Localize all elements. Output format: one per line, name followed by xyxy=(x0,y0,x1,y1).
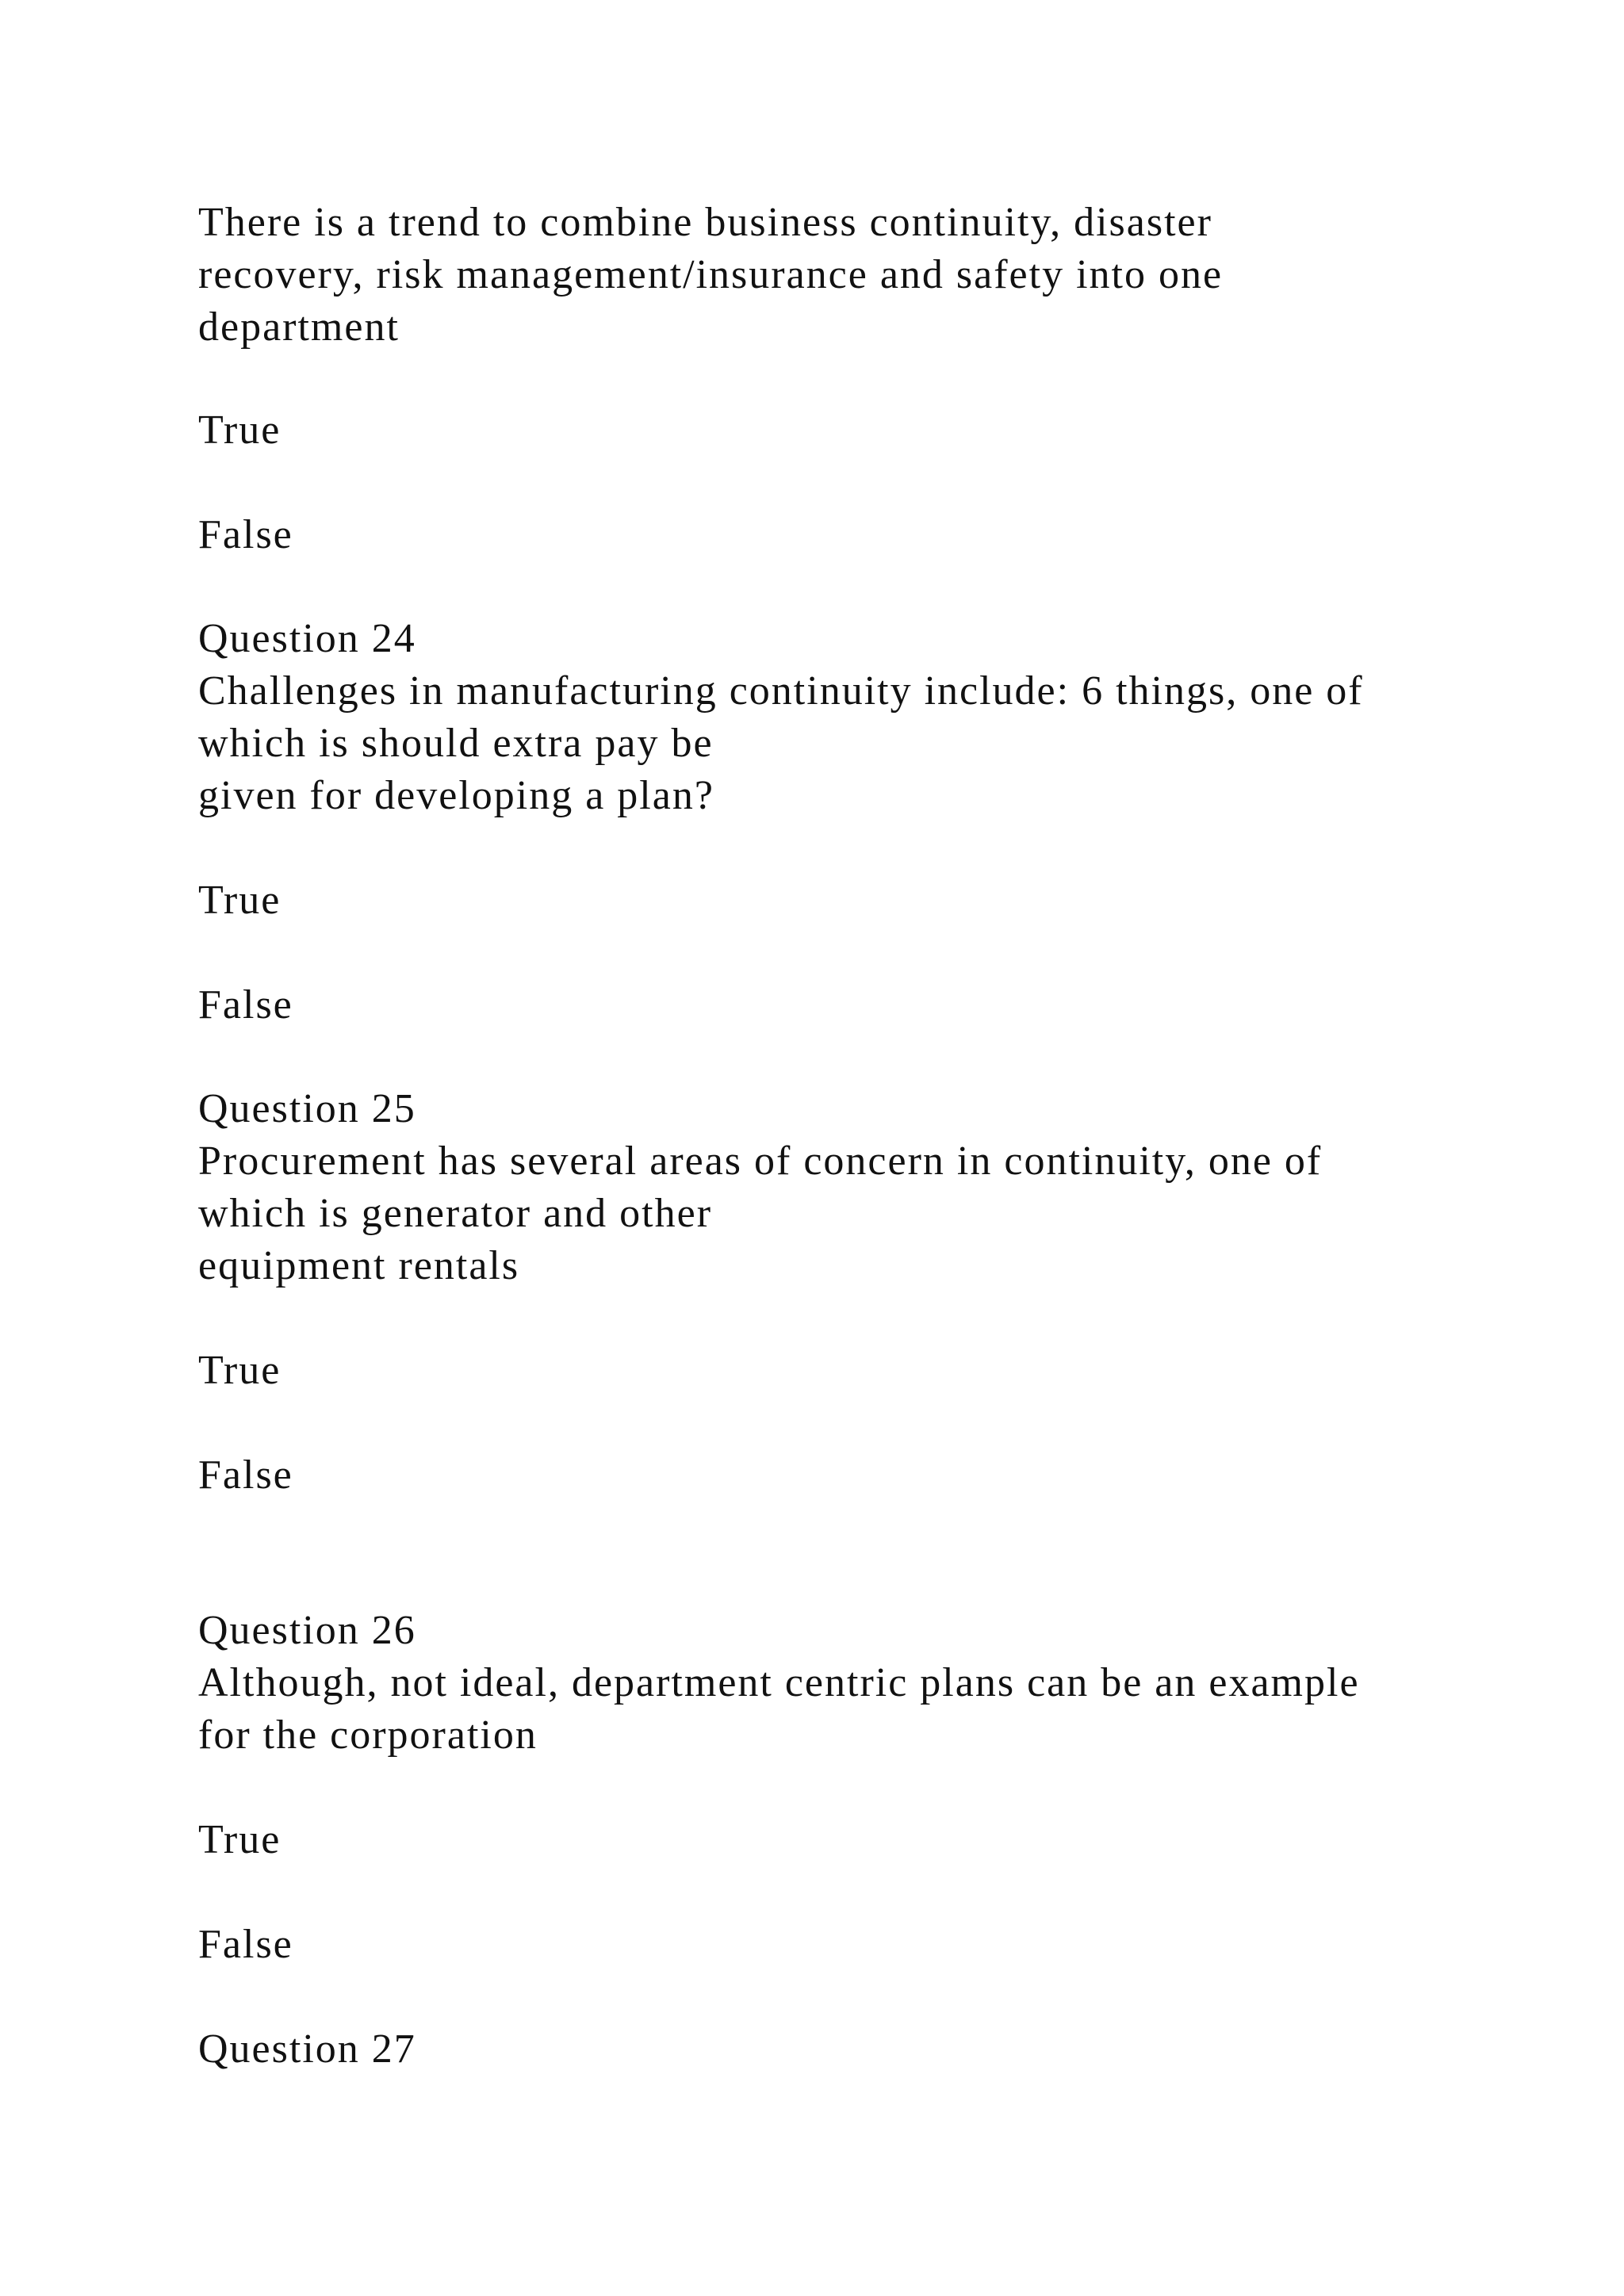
question-heading: Question 24 xyxy=(198,616,416,661)
question-text-line: equipment rentals xyxy=(198,1243,520,1288)
option-true: True xyxy=(198,1348,282,1393)
option-false: False xyxy=(198,982,293,1027)
option-false: False xyxy=(198,1452,293,1498)
question-heading: Question 25 xyxy=(198,1086,416,1131)
question-text-line: recovery, risk management/insurance and safety into one xyxy=(198,252,1224,297)
question-text-line: for the corporation xyxy=(198,1712,538,1758)
question-text-line: Challenges in manufacturing continuity include: 6 things, one of xyxy=(198,668,1364,714)
option-true: True xyxy=(198,1817,282,1862)
option-true: True xyxy=(198,408,282,453)
question-heading: Question 26 xyxy=(198,1608,416,1653)
option-true: True xyxy=(198,878,282,923)
question-text-line: Procurement has several areas of concern in continuity, one of xyxy=(198,1138,1323,1184)
question-text-line: department xyxy=(198,304,400,350)
question-text-line: which is should extra pay be xyxy=(198,721,714,766)
question-text-line: There is a trend to combine business continuity, disaster xyxy=(198,200,1212,245)
question-text-line: given for developing a plan? xyxy=(198,773,714,818)
option-false: False xyxy=(198,1922,293,1967)
option-false: False xyxy=(198,512,293,557)
question-text-line: which is generator and other xyxy=(198,1191,713,1236)
question-text-line: Although, not ideal, department centric plans can be an example xyxy=(198,1660,1360,1705)
question-heading: Question 27 xyxy=(198,2026,416,2072)
